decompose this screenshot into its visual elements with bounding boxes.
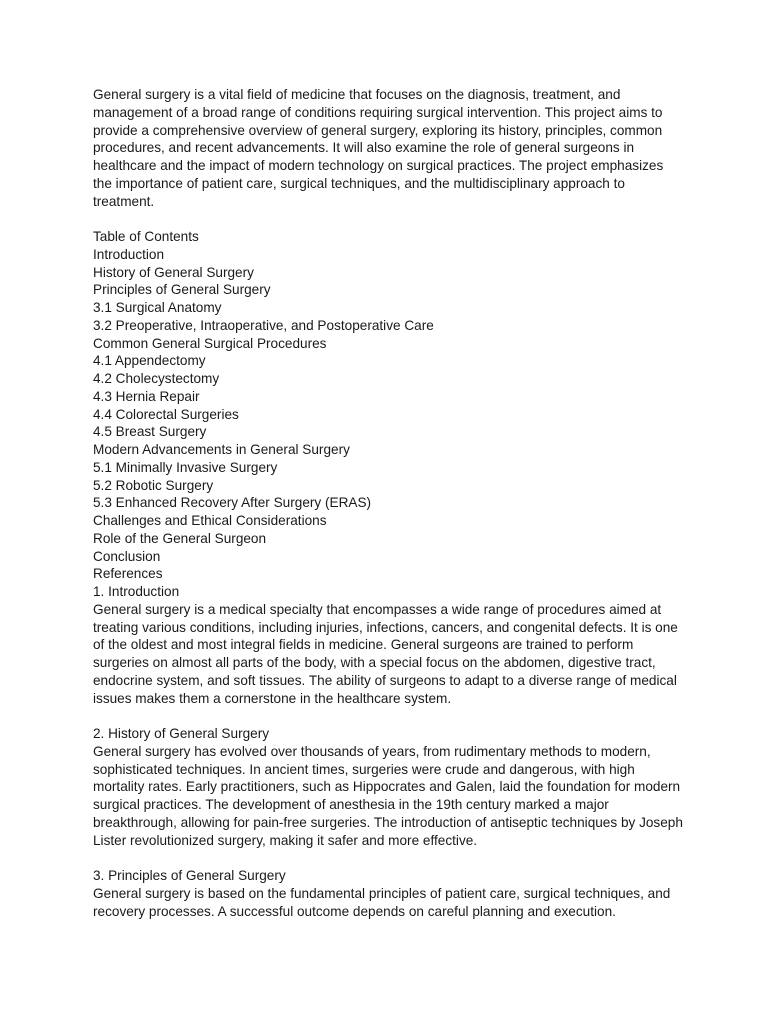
toc-item: Modern Advancements in General Surgery	[93, 442, 350, 457]
paragraph-spacer	[93, 210, 683, 228]
toc-item: 4.1 Appendectomy	[93, 353, 206, 369]
toc-item: 4.2 Cholecystectomy	[93, 371, 220, 386]
document-page	[93, 86, 683, 920]
section-heading: 3. Principles of General Surgery	[93, 868, 286, 883]
section-heading: 2. History of General Surgery	[93, 726, 270, 741]
toc-item: 5.2 Robotic Surgery	[93, 477, 214, 493]
toc-item: 5.3 Enhanced Recovery After Surgery (ERAS)	[93, 495, 372, 511]
toc-item: 4.5 Breast Surgery	[93, 424, 207, 440]
table-of-contents	[93, 228, 683, 583]
toc-item: 4.4 Colorectal Surgeries	[93, 406, 239, 422]
paragraph-spacer	[93, 849, 683, 867]
toc-item: History of General Surgery	[93, 264, 254, 280]
section-history	[93, 725, 683, 849]
toc-item: Introduction	[93, 246, 165, 262]
section-body: General surgery is based on the fundamental principles of patient care, surgical techniques, and recovery processes. A successful outcome depends on careful planning and execution.	[93, 885, 671, 919]
toc-item: 5.1 Minimally Invasive Surgery	[93, 459, 278, 475]
toc-item: Role of the General Surgeon	[93, 530, 267, 546]
section-principles	[93, 867, 683, 920]
intro-paragraph: General surgery is a vital field of medicine that focuses on the diagnosis, treatment, and management of a broad range of conditions requiring surgical intervention. This project aims to provide a comprehensive overview of general surgery, exploring its history, principles, common procedures, and recent advancements. It will also examine the role of general surgeons in healthcare and the impact of modern technology on surgical practices. The project emphasizes the importance of patient care, surgical techniques, and the multidisciplinary approach to treatment.	[93, 87, 664, 209]
section-body: General surgery is a medical specialty that encompasses a wide range of procedures aimed at treating various conditions, including injuries, infections, cancers, and congenital defects. It is one of the oldest and most integral fields in medicine. General surgeons are trained to perform surgeries on almost all parts of the body, with a special focus on the abdomen, digestive tract, endocrine system, and soft tissues. The ability of surgeons to adapt to a diverse range of medical issues makes them a cornerstone in the healthcare system.	[93, 601, 678, 706]
section-heading: 1. Introduction	[93, 584, 180, 599]
toc-item: Principles of General Surgery	[93, 282, 271, 298]
toc-item: 3.2 Preoperative, Intraoperative, and Postoperative Care	[93, 317, 434, 333]
toc-title: Table of Contents	[93, 229, 199, 244]
toc-item: 4.3 Hernia Repair	[93, 388, 200, 404]
toc-item: References	[93, 566, 163, 582]
section-body: General surgery has evolved over thousands of years, from rudimentary methods to modern, sophisticated techniques. In ancient times, surgeries were crude and dangerous, with high mortality rates. Early practitioners, such as Hippocrates and Galen, laid the foundation for modern surgical practices. The development of anesthesia in the 19th century marked a major breakthrough, allowing for pain-free surgeries. The introduction of antiseptic techniques by Joseph Lister revolutionized surgery, making it safer and more effective.	[93, 743, 683, 848]
toc-item: Conclusion	[93, 548, 161, 564]
toc-item: 3.1 Surgical Anatomy	[93, 300, 222, 315]
section-introduction	[93, 583, 683, 707]
paragraph-spacer	[93, 707, 683, 725]
toc-item: Common General Surgical Procedures	[93, 335, 327, 351]
toc-item: Challenges and Ethical Considerations	[93, 513, 327, 528]
